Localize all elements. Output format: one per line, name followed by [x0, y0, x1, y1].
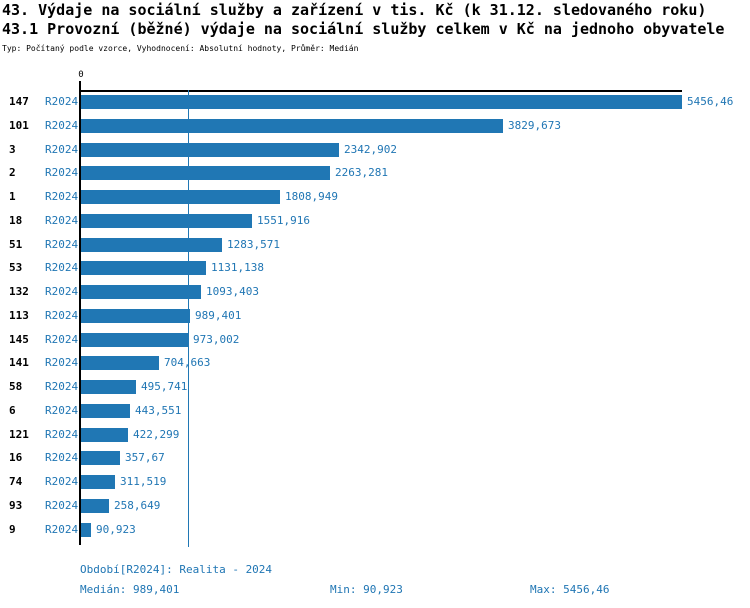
- row-category-label: 113: [9, 308, 29, 322]
- row-period-label: R2024: [45, 213, 79, 227]
- chart-row: [0, 256, 750, 280]
- bar-value-label: 1551,916: [257, 213, 310, 227]
- chart-row: [0, 90, 750, 114]
- chart-row: [0, 446, 750, 470]
- row-category-label: 18: [9, 213, 23, 227]
- title-line1: 43. Výdaje na sociální služby a zařízení v tis. Kč (k 31.12. sledovaného roku): [2, 1, 707, 19]
- row-category-label: 147: [9, 95, 29, 108]
- row-category-label: 121: [9, 427, 29, 441]
- row-period-label: R2024: [45, 95, 79, 108]
- bar: [81, 143, 339, 157]
- chart-row: [0, 209, 750, 233]
- row-period-label: R2024: [45, 475, 79, 488]
- chart-row: [0, 161, 750, 185]
- footer-max: Max: 5456,46: [530, 583, 610, 596]
- chart-row: [0, 518, 750, 542]
- footer-median: Medián: 989,401: [80, 583, 180, 596]
- footer-min: Min: 90,923: [330, 583, 403, 596]
- bar: [81, 261, 206, 275]
- chart-title: [2, 1, 724, 39]
- bar-value-label: 357,67: [125, 451, 165, 465]
- row-period-label: R2024: [45, 118, 79, 132]
- footer-period: Období[R2024]: Realita - 2024: [80, 563, 273, 576]
- row-period-label: R2024: [45, 285, 79, 298]
- bar-value-label: 704,663: [164, 356, 211, 370]
- bar: [81, 428, 128, 442]
- bar: [81, 166, 330, 180]
- bar-value-label: 2342,902: [344, 142, 397, 156]
- bar: [81, 95, 682, 109]
- row-period-label: R2024: [45, 166, 79, 180]
- row-category-label: 53: [9, 261, 23, 275]
- chart-meta: Typ: Počítaný podle vzorce, Vyhodnocení: Absolutní hodnoty, Průměr: Medián: [2, 44, 359, 53]
- chart-row: [0, 375, 750, 399]
- row-category-label: 141: [9, 356, 29, 370]
- row-period-label: R2024: [45, 332, 79, 346]
- bar-value-label: 989,401: [195, 308, 242, 322]
- chart-row: [0, 328, 750, 352]
- row-period-label: R2024: [45, 237, 79, 251]
- bar: [81, 309, 190, 323]
- bar: [81, 451, 120, 465]
- row-category-label: 93: [9, 498, 23, 512]
- chart-row: [0, 233, 750, 257]
- row-category-label: 132: [9, 285, 29, 298]
- row-category-label: 101: [9, 118, 29, 132]
- bar-value-label: 258,649: [114, 498, 161, 512]
- bar-value-label: 1131,138: [211, 261, 264, 275]
- row-period-label: R2024: [45, 498, 79, 512]
- chart-row: [0, 494, 750, 518]
- row-category-label: 1: [9, 190, 16, 203]
- bar: [81, 214, 252, 228]
- row-category-label: 74: [9, 475, 23, 488]
- row-period-label: R2024: [45, 142, 79, 156]
- bar: [81, 238, 222, 252]
- row-category-label: 9: [9, 522, 16, 536]
- bars-container: [0, 90, 750, 545]
- bar-value-label: 1283,571: [227, 237, 280, 251]
- row-category-label: 16: [9, 451, 23, 465]
- chart-row: [0, 280, 750, 304]
- row-category-label: 3: [9, 142, 16, 156]
- chart-row: [0, 351, 750, 375]
- bar-value-label: 2263,281: [335, 166, 388, 180]
- chart-row: [0, 138, 750, 162]
- bar: [81, 333, 188, 347]
- chart-row: [0, 304, 750, 328]
- bar-value-label: 1808,949: [285, 190, 338, 203]
- bar: [81, 523, 91, 537]
- bar: [81, 475, 115, 489]
- row-period-label: R2024: [45, 427, 79, 441]
- bar: [81, 119, 503, 133]
- row-category-label: 145: [9, 332, 29, 346]
- bar-value-label: 3829,673: [508, 118, 561, 132]
- chart-row: [0, 114, 750, 138]
- title-line2: 43.1 Provozní (běžné) výdaje na sociální služby celkem v Kč na jednoho obyvatele: [2, 20, 725, 38]
- chart-row: [0, 470, 750, 494]
- x-axis-tick: [79, 81, 81, 90]
- bar-value-label: 311,519: [120, 475, 167, 488]
- chart-row: [0, 185, 750, 209]
- row-category-label: 51: [9, 237, 23, 251]
- bar: [81, 404, 130, 418]
- bar: [81, 499, 109, 513]
- chart-row: [0, 423, 750, 447]
- row-period-label: R2024: [45, 308, 79, 322]
- row-period-label: R2024: [45, 261, 79, 275]
- bar: [81, 356, 159, 370]
- x-axis-zero-label: 0: [78, 70, 84, 80]
- row-category-label: 2: [9, 166, 16, 180]
- row-period-label: R2024: [45, 356, 79, 370]
- row-period-label: R2024: [45, 451, 79, 465]
- bar-value-label: 5456,46: [687, 95, 734, 108]
- row-period-label: R2024: [45, 403, 79, 417]
- row-period-label: R2024: [45, 522, 79, 536]
- row-category-label: 58: [9, 380, 23, 393]
- bar-value-label: 495,741: [141, 380, 188, 393]
- row-period-label: R2024: [45, 190, 79, 203]
- bar-value-label: 443,551: [135, 403, 182, 417]
- row-category-label: 6: [9, 403, 16, 417]
- row-period-label: R2024: [45, 380, 79, 393]
- bar-value-label: 90,923: [96, 522, 136, 536]
- bar-value-label: 973,002: [193, 332, 240, 346]
- chart-row: [0, 399, 750, 423]
- bar: [81, 285, 201, 299]
- bar: [81, 190, 280, 204]
- bar-value-label: 1093,403: [206, 285, 259, 298]
- bar-value-label: 422,299: [133, 427, 180, 441]
- bar: [81, 380, 136, 394]
